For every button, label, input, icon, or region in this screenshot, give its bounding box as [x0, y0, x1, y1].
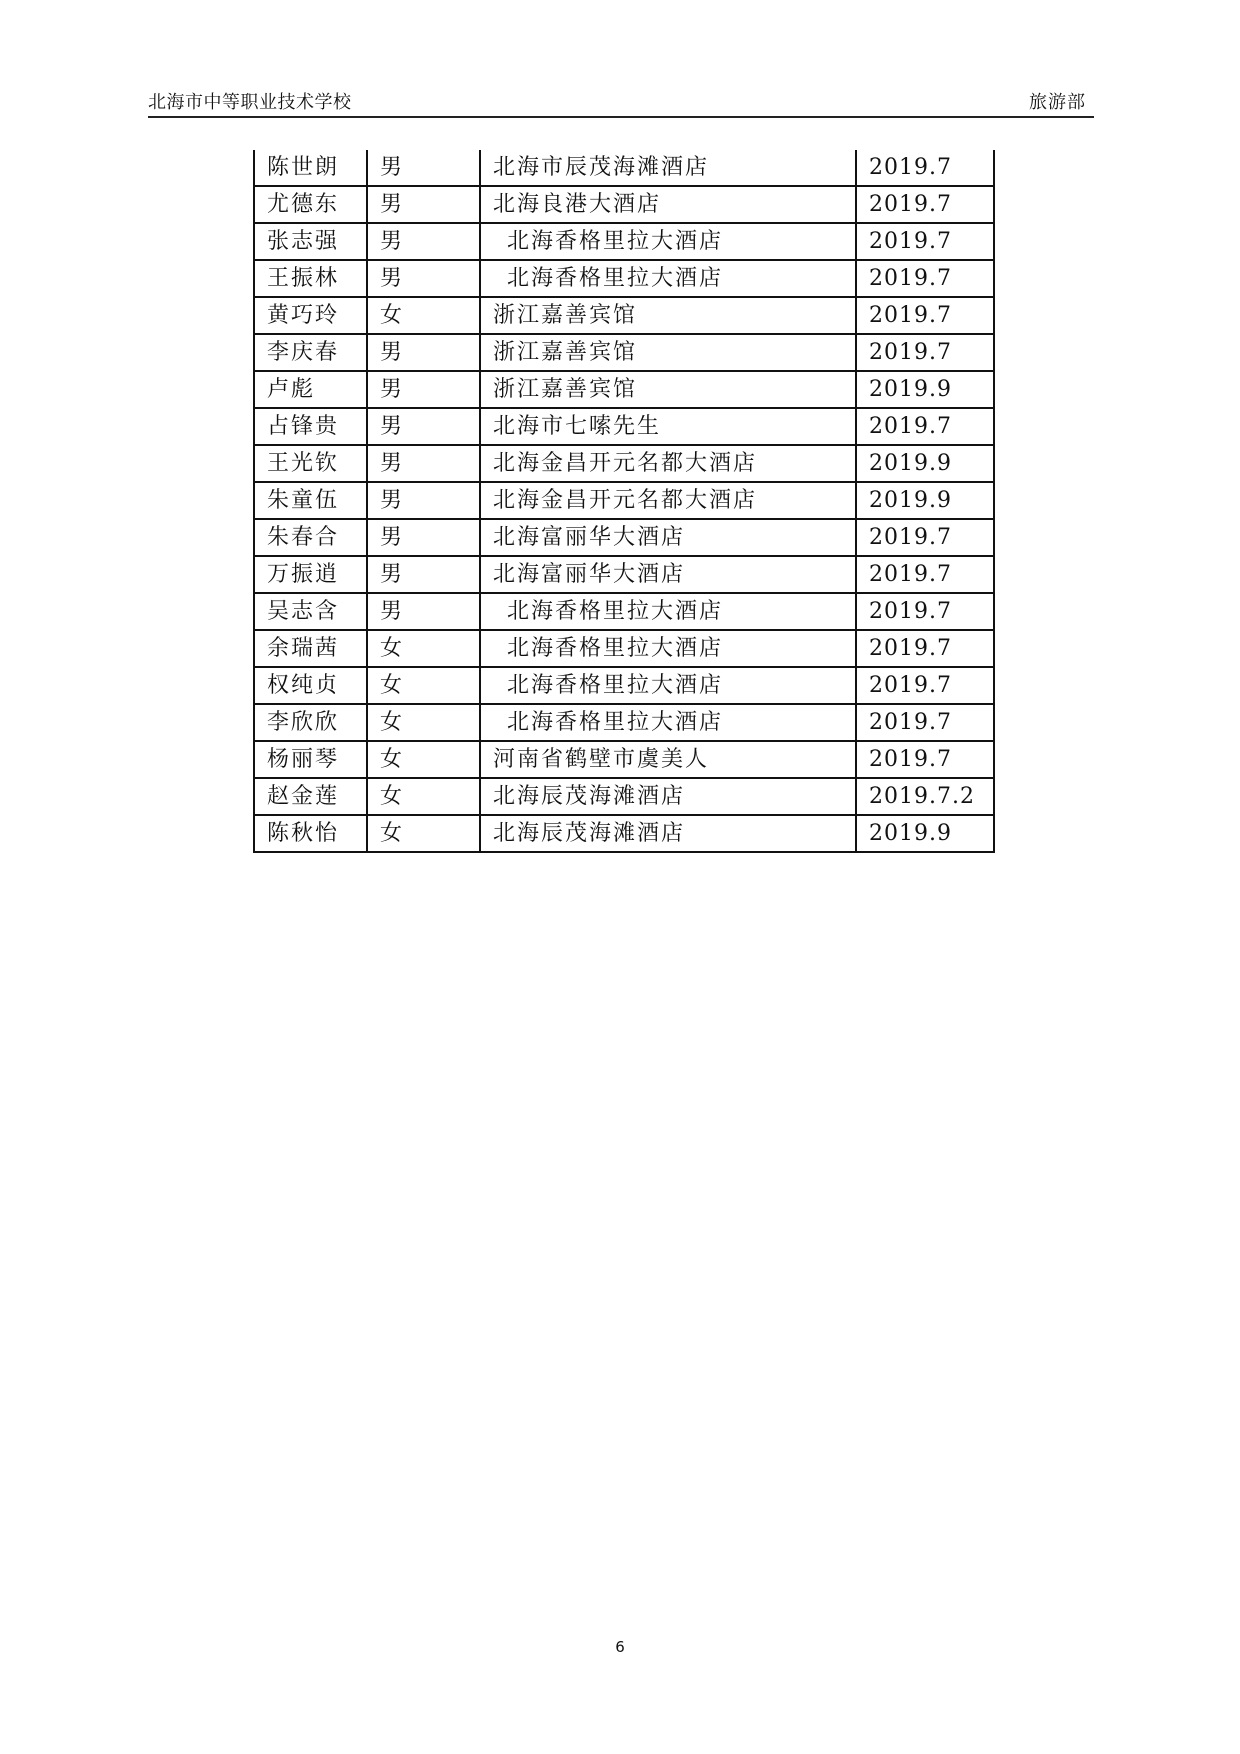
start-date-cell: 2019.7 — [856, 741, 994, 778]
table-row — [254, 371, 994, 408]
start-date-cell: 2019.7 — [856, 260, 994, 297]
internship-place-cell: 北海香格里拉大酒店 — [480, 260, 856, 297]
student-name-cell: 赵金莲 — [254, 778, 367, 815]
internship-place-cell: 北海香格里拉大酒店 — [480, 667, 856, 704]
start-date-cell: 2019.7 — [856, 150, 994, 186]
internship-place-cell: 浙江嘉善宾馆 — [480, 297, 856, 334]
gender-cell: 男 — [367, 593, 480, 630]
table-row — [254, 297, 994, 334]
internship-place-cell: 北海辰茂海滩酒店 — [480, 778, 856, 815]
internship-table — [253, 150, 995, 853]
gender-cell: 男 — [367, 260, 480, 297]
start-date-cell: 2019.7 — [856, 186, 994, 223]
internship-place-cell: 北海香格里拉大酒店 — [480, 593, 856, 630]
table-row — [254, 815, 994, 852]
table-row — [254, 556, 994, 593]
start-date-cell: 2019.9 — [856, 482, 994, 519]
gender-cell: 男 — [367, 519, 480, 556]
school-name: 北海市中等职业技术学校 — [148, 92, 352, 113]
student-name-cell: 权纯贞 — [254, 667, 367, 704]
table-row — [254, 630, 994, 667]
start-date-cell: 2019.7 — [856, 667, 994, 704]
gender-cell: 女 — [367, 778, 480, 815]
internship-place-cell: 北海辰茂海滩酒店 — [480, 815, 856, 852]
gender-cell: 男 — [367, 371, 480, 408]
gender-cell: 男 — [367, 223, 480, 260]
student-name-cell: 朱童伍 — [254, 482, 367, 519]
gender-cell: 男 — [367, 482, 480, 519]
internship-place-cell: 北海良港大酒店 — [480, 186, 856, 223]
gender-cell: 女 — [367, 815, 480, 852]
table-row — [254, 445, 994, 482]
table-row — [254, 223, 994, 260]
student-name-cell: 占锋贵 — [254, 408, 367, 445]
gender-cell: 男 — [367, 445, 480, 482]
table-row — [254, 186, 994, 223]
gender-cell: 女 — [367, 630, 480, 667]
internship-place-cell: 北海香格里拉大酒店 — [480, 704, 856, 741]
internship-place-cell: 北海金昌开元名都大酒店 — [480, 445, 856, 482]
table-row — [254, 482, 994, 519]
internship-place-cell: 北海香格里拉大酒店 — [480, 630, 856, 667]
internship-place-cell: 北海富丽华大酒店 — [480, 519, 856, 556]
start-date-cell: 2019.7 — [856, 334, 994, 371]
student-name-cell: 黄巧玲 — [254, 297, 367, 334]
internship-place-cell: 北海金昌开元名都大酒店 — [480, 482, 856, 519]
gender-cell: 女 — [367, 741, 480, 778]
table-row — [254, 408, 994, 445]
student-name-cell: 卢彪 — [254, 371, 367, 408]
gender-cell: 男 — [367, 556, 480, 593]
start-date-cell: 2019.7 — [856, 593, 994, 630]
start-date-cell: 2019.7 — [856, 519, 994, 556]
student-name-cell: 吴志含 — [254, 593, 367, 630]
student-name-cell: 杨丽琴 — [254, 741, 367, 778]
gender-cell: 女 — [367, 704, 480, 741]
start-date-cell: 2019.7 — [856, 297, 994, 334]
start-date-cell: 2019.7 — [856, 223, 994, 260]
start-date-cell: 2019.7.2 — [856, 778, 994, 815]
table-row — [254, 593, 994, 630]
start-date-cell: 2019.9 — [856, 815, 994, 852]
start-date-cell: 2019.7 — [856, 408, 994, 445]
internship-table-body — [254, 150, 994, 852]
table-row — [254, 260, 994, 297]
gender-cell: 男 — [367, 408, 480, 445]
student-name-cell: 朱春合 — [254, 519, 367, 556]
table-row — [254, 667, 994, 704]
student-name-cell: 王光钦 — [254, 445, 367, 482]
department-name: 旅游部 — [1029, 92, 1086, 113]
student-name-cell: 万振逍 — [254, 556, 367, 593]
internship-place-cell: 北海香格里拉大酒店 — [480, 223, 856, 260]
table-row — [254, 741, 994, 778]
internship-place-cell: 浙江嘉善宾馆 — [480, 371, 856, 408]
start-date-cell: 2019.9 — [856, 371, 994, 408]
table-row — [254, 704, 994, 741]
start-date-cell: 2019.7 — [856, 704, 994, 741]
gender-cell: 女 — [367, 667, 480, 704]
student-name-cell: 尤德东 — [254, 186, 367, 223]
student-name-cell: 张志强 — [254, 223, 367, 260]
student-name-cell: 陈秋怡 — [254, 815, 367, 852]
start-date-cell: 2019.9 — [856, 445, 994, 482]
start-date-cell: 2019.7 — [856, 556, 994, 593]
gender-cell: 女 — [367, 297, 480, 334]
gender-cell: 男 — [367, 186, 480, 223]
internship-place-cell: 北海市辰茂海滩酒店 — [480, 150, 856, 186]
student-name-cell: 王振林 — [254, 260, 367, 297]
gender-cell: 男 — [367, 150, 480, 186]
table-row — [254, 150, 994, 186]
student-name-cell: 李欣欣 — [254, 704, 367, 741]
page-header — [148, 86, 1094, 118]
internship-place-cell: 北海富丽华大酒店 — [480, 556, 856, 593]
internship-place-cell: 北海市七嗦先生 — [480, 408, 856, 445]
student-name-cell: 余瑞茜 — [254, 630, 367, 667]
internship-place-cell: 河南省鹤壁市虞美人 — [480, 741, 856, 778]
internship-place-cell: 浙江嘉善宾馆 — [480, 334, 856, 371]
gender-cell: 男 — [367, 334, 480, 371]
student-name-cell: 陈世朗 — [254, 150, 367, 186]
table-row — [254, 334, 994, 371]
student-name-cell: 李庆春 — [254, 334, 367, 371]
table-row — [254, 519, 994, 556]
table-row — [254, 778, 994, 815]
start-date-cell: 2019.7 — [856, 630, 994, 667]
page-number: 6 — [615, 1638, 625, 1656]
